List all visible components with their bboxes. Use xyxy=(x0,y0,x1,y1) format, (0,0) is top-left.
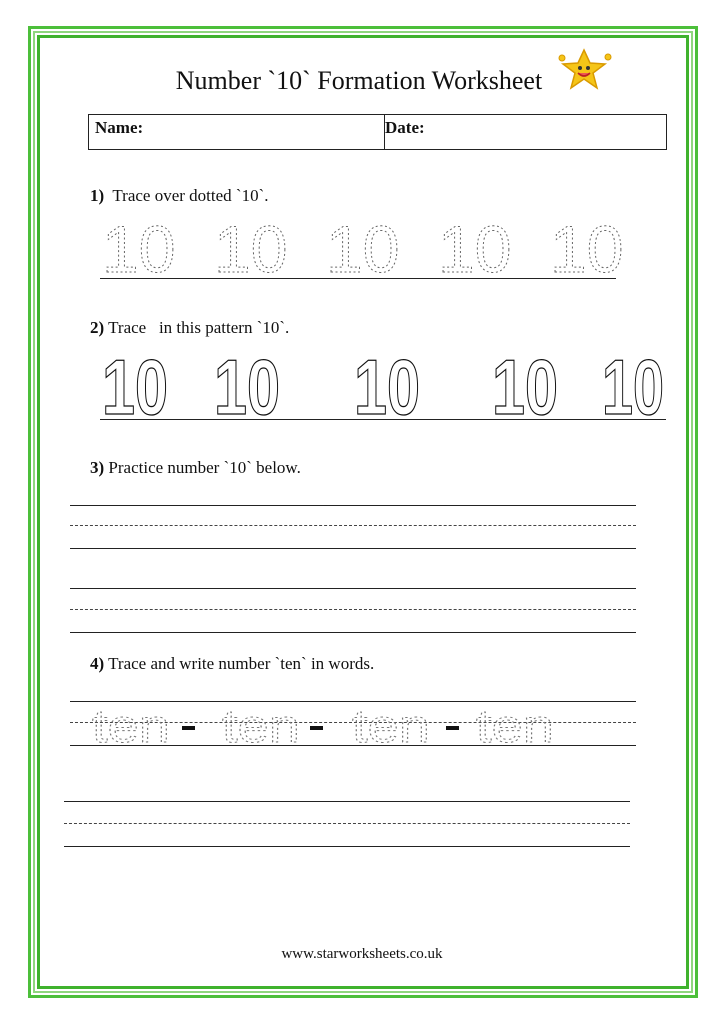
dotted-numerals-row xyxy=(100,212,624,286)
dash-mark xyxy=(446,726,459,730)
writing-line-bottom xyxy=(70,632,636,633)
dotted-numeral: 10 xyxy=(438,212,512,286)
writing-line-top xyxy=(70,505,636,506)
baseline xyxy=(100,419,666,420)
dotted-numeral: 10 xyxy=(214,212,288,286)
dotted-words-row xyxy=(88,696,568,752)
writing-line-mid xyxy=(70,609,636,610)
footer-url[interactable]: www.starworksheets.co.uk xyxy=(281,946,443,962)
dotted-word: ten xyxy=(222,700,300,752)
writing-line-mid xyxy=(70,525,636,526)
dotted-word: ten xyxy=(92,700,170,752)
dotted-numeral: 10 xyxy=(550,212,624,286)
writing-line-bottom xyxy=(70,548,636,549)
worksheet-title: Number `10` Formation Worksheet xyxy=(175,66,543,95)
dash-mark xyxy=(182,726,195,730)
writing-line-top xyxy=(64,801,630,802)
outline-numeral: 10 xyxy=(492,343,558,431)
outline-numeral: 10 xyxy=(102,343,168,431)
star-icon xyxy=(556,48,612,92)
writing-line-bottom xyxy=(64,846,630,847)
dotted-word: ten xyxy=(352,700,430,752)
dotted-word: ten xyxy=(476,700,554,752)
baseline xyxy=(100,278,616,279)
dash-mark xyxy=(310,726,323,730)
outline-numeral: 10 xyxy=(214,343,280,431)
outline-numeral: 10 xyxy=(354,343,420,431)
dotted-numeral: 10 xyxy=(102,212,176,286)
question-1: 1) Trace over dotted `10`. xyxy=(90,186,269,205)
question-3: 3) Practice number `10` below. xyxy=(90,458,301,477)
name-date-table xyxy=(88,114,667,150)
outline-numerals-row xyxy=(100,343,666,431)
outline-numeral: 10 xyxy=(602,343,664,431)
dotted-numeral: 10 xyxy=(326,212,400,286)
question-4: 4) Trace and write number `ten` in words. xyxy=(90,654,375,673)
name-field[interactable]: Name: xyxy=(89,115,385,149)
date-field[interactable]: Date: xyxy=(385,118,425,137)
question-2: 2) Trace in this pattern `10`. xyxy=(90,318,290,337)
writing-line-top xyxy=(70,588,636,589)
writing-line-mid xyxy=(64,823,630,824)
